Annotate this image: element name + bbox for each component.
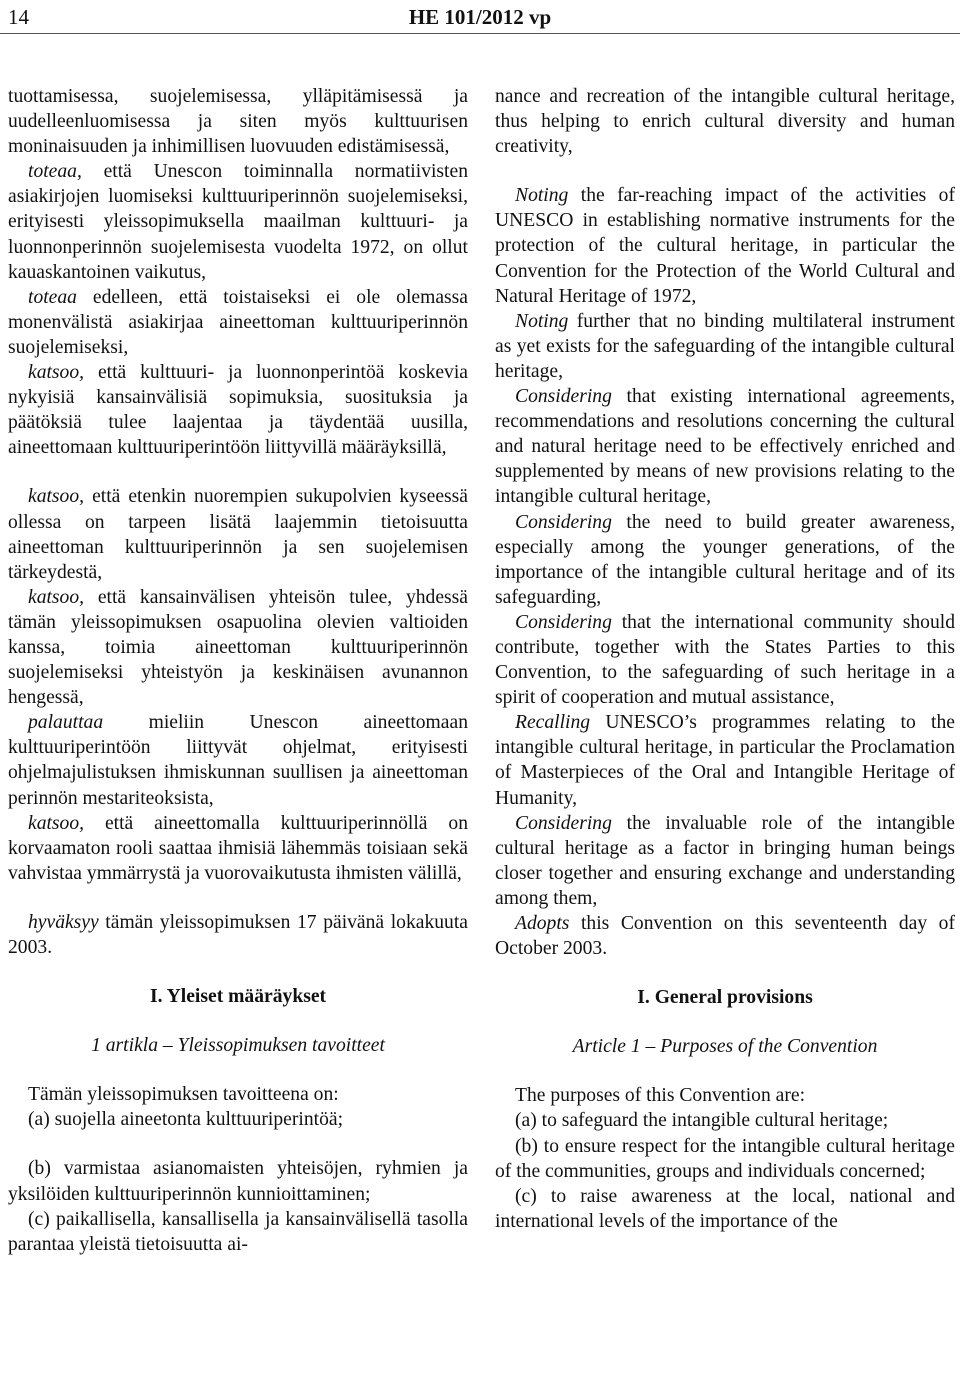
- preamble-paragraph: katsoo, että etenkin nuorempien sukupolvien kyseessä ollessa on tarpeen lisätä laajemmin tietoisuutta aineettoman kulttuuriperinnön ja sen suojelemisen tärkeydestä,: [8, 486, 468, 583]
- adoption-paragraph: hyväksyy tämän yleissopimuksen 17 päivänä lokakuuta 2003.: [8, 911, 468, 958]
- section-heading: I. Yleiset määräykset: [149, 986, 327, 1008]
- english-column: [495, 84, 955, 1234]
- finnish-column: [8, 84, 468, 1257]
- document-id: HE 101/2012 vp: [408, 5, 552, 29]
- purposes-intro: The purposes of this Convention are:: [515, 1085, 806, 1107]
- preamble-paragraph: katsoo, että aineettomalla kulttuuriperinnöllä on korvaamaton rooli saattaa ihmisiä lähemmäs toisiaan sekä vahvistaa ymmärrystä ja vuorovaikutusta ihmisten välillä,: [8, 812, 468, 884]
- preamble-paragraph: toteaa, että Unescon toiminnalla normatiivisten asiakirjojen luomiseksi kulttuuriperinnön suojelemiseksi, erityisesti yleissopimuksella maailman kulttuuri- ja luonnonperinnön suojelemisesta vuodelta 1972, on ollut kauaskantoinen vaikutus,: [8, 161, 468, 283]
- preamble-paragraph: nance and recreation of the intangible cultural heritage, thus helping to enrich cultural diversity and human creativity,: [495, 86, 955, 158]
- page-header: [0, 0, 960, 34]
- preamble-paragraph: Noting further that no binding multilateral instrument as yet exists for the safeguarding of the intangible cultural heritage,: [495, 310, 955, 382]
- purposes-intro: Tämän yleissopimuksen tavoitteena on:: [28, 1084, 339, 1106]
- purpose-item: (c) to raise awareness at the local, national and international levels of the importance of the: [495, 1185, 955, 1232]
- preamble-paragraph: Noting the far-reaching impact of the activities of UNESCO in establishing normative instruments for the protection of the cultural heritage, in particular the Convention for the Protection of the World Cultural and Natural Heritage of 1972,: [495, 185, 955, 307]
- preamble-paragraph: katsoo, että kansainvälisen yhteisön tulee, yhdessä tämän yleissopimuksen osapuolina olevien valtioiden kanssa, toimia aineettoman kulttuuriperinnön suojelemiseksi yhteistyön ja keskinäisen avunannon hengessä,: [8, 586, 468, 709]
- preamble-paragraph: tuottamisessa, suojelemisessa, ylläpitämisessä ja uudelleenluomisessa ja siten myös kulttuurisen moninaisuuden ja inhimillisen luovuuden edistämisessä,: [8, 86, 468, 158]
- preamble-paragraph: Recalling UNESCO’s programmes relating to the intangible cultural heritage, in particular the Proclamation of Masterpieces of the Oral and Intangible Heritage of Humanity,: [495, 712, 955, 809]
- page-number: 14: [8, 5, 29, 29]
- purpose-item: (b) to ensure respect for the intangible cultural heritage of the communities, groups and individuals concerned;: [495, 1135, 955, 1182]
- preamble-paragraph: toteaa edelleen, että toistaiseksi ei ole olemassa monenvälistä asiakirjaa aineettoman kulttuuriperinnön suojelemiseksi,: [8, 286, 468, 358]
- preamble-paragraph: katsoo, että kulttuuri- ja luonnonperintöä koskevia nykyisiä kansainvälisiä sopimuksia, suosituksia ja päätöksiä tulee laajentaa ja täydentää uusilla, aineettomaan kulttuuriperintöön liittyvillä määräyksillä,: [8, 362, 468, 459]
- preamble-paragraph: palauttaa mieliin Unescon aineettomaan kulttuuriperintöön liittyvät ohjelmat, erityisesti ohjelmajulistuksen ihmiskunnan suullisen ja aineettoman perinnön mestariteoksista,: [8, 712, 468, 809]
- header-rule: [0, 33, 960, 34]
- preamble-paragraph: Considering the invaluable role of the intangible cultural heritage as a factor in bringing human beings closer together and ensuring exchange and understanding among them,: [495, 812, 955, 909]
- section-heading: I. General provisions: [637, 987, 813, 1009]
- article-title: 1 artikla – Yleissopimuksen tavoitteet: [91, 1035, 385, 1057]
- article-title: Article 1 – Purposes of the Convention: [572, 1036, 878, 1058]
- purpose-item: (c) paikallisella, kansallisella ja kansainvälisellä tasolla parantaa yleistä tietoisuutta ai-: [8, 1208, 468, 1255]
- purpose-item: (b) varmistaa asianomaisten yhteisöjen, ryhmien ja yksilöiden kulttuuriperinnön kunnioittaminen;: [8, 1158, 468, 1205]
- purpose-item: (a) suojella aineetonta kulttuuriperintöä;: [28, 1109, 344, 1131]
- adoption-paragraph: Adopts this Convention on this seventeenth day of October 2003.: [495, 913, 955, 960]
- preamble-paragraph: Considering that the international community should contribute, together with the States Parties to this Convention, to the safeguarding of such heritage in a spirit of cooperation and mutual assistance,: [495, 611, 955, 709]
- preamble-paragraph: Considering that existing international agreements, recommendations and resolutions concerning the cultural and natural heritage need to be effectively enriched and supplemented by means of new provisions relating to the intangible cultural heritage,: [495, 386, 955, 508]
- purpose-item: (a) to safeguard the intangible cultural heritage;: [515, 1110, 889, 1132]
- preamble-paragraph: Considering the need to build greater awareness, especially among the younger generations, of the importance of the intangible cultural heritage and of its safeguarding,: [495, 511, 955, 608]
